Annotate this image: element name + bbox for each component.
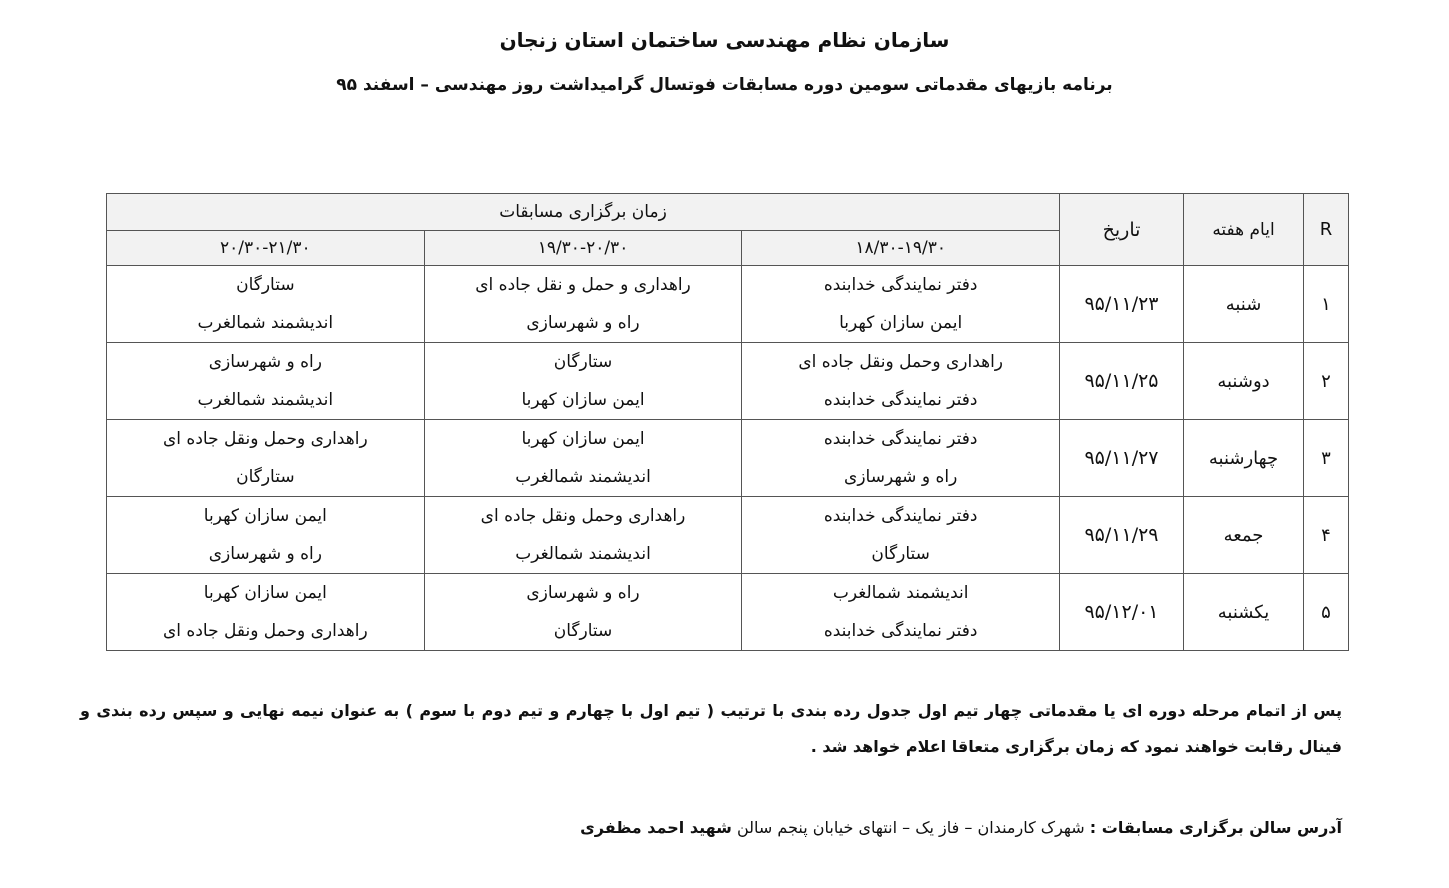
team-name: ستارگان: [553, 621, 613, 641]
match-cell: [742, 574, 1060, 651]
page-subtitle: برنامه بازیهای مقدماتی سومین دوره مسابقات فوتسال گرامیداشت روز مهندسی – اسفند ۹۵: [336, 75, 1113, 95]
match-cell: [107, 420, 425, 497]
team-name: اندیشمند شمالغرب: [197, 390, 334, 410]
team-name: راهداری و حمل و نقل جاده ای: [475, 275, 691, 295]
team-name: اندیشمند شمالغرب: [515, 544, 651, 564]
note-paragraph: پس از اتمام مرحله دوره ای یا مقدماتی چهار تیم اول جدول رده بندی با ترتیب ( تیم اول با چهارم و تیم دوم با سوم ) به عنوان نیمه نهایی و سپس رده بندی و فینال رقابت خواهند نمود که زمان برگزاری متعاقا اعلام خواهد شد .: [80, 701, 1342, 756]
team-name: ایمن سازان کهربا: [203, 506, 327, 526]
team-name: ستارگان: [553, 352, 613, 372]
team-name: اندیشمند شمالغرب: [832, 583, 969, 603]
match-cell: [742, 420, 1060, 497]
team-name: دفتر نمایندگی خدابنده: [823, 275, 978, 295]
match-cell: [424, 343, 742, 420]
row-number: ۲: [1304, 343, 1349, 420]
team-name: اندیشمند شمالغرب: [515, 467, 651, 487]
row-date: ۹۵/۱۲/۰۱: [1060, 574, 1184, 651]
match-cell: [424, 420, 742, 497]
row-day: شنبه: [1184, 266, 1304, 343]
row-day: جمعه: [1184, 497, 1304, 574]
team-name: راهداری وحمل ونقل جاده ای: [162, 621, 368, 641]
match-cell: [107, 574, 425, 651]
team-name: راه و شهرسازی: [844, 467, 958, 487]
column-header-time-group: زمان برگزاری مسابقات: [107, 194, 1060, 231]
team-name: راه و شهرسازی: [526, 313, 640, 333]
page-title: سازمان نظام مهندسی ساختمان استان زنجان: [499, 28, 950, 52]
row-date: ۹۵/۱۱/۲۳: [1060, 266, 1184, 343]
team-name: ایمن سازان کهربا: [203, 583, 327, 603]
match-cell: [107, 266, 425, 343]
row-number: ۳: [1304, 420, 1349, 497]
team-name: راهداری وحمل ونقل جاده ای: [480, 506, 686, 526]
team-name: ستارگان: [236, 467, 295, 487]
team-name: ایمن سازان کهربا: [521, 390, 645, 410]
team-name: ستارگان: [871, 544, 930, 564]
column-header-slot-1: ۱۸/۳۰-۱۹/۳۰: [742, 231, 1060, 266]
match-cell: [742, 343, 1060, 420]
column-header-r: R: [1304, 194, 1349, 266]
team-name: اندیشمند شمالغرب: [197, 313, 334, 333]
team-name: راه و شهرسازی: [208, 544, 322, 564]
row-date: ۹۵/۱۱/۲۹: [1060, 497, 1184, 574]
row-date: ۹۵/۱۱/۲۷: [1060, 420, 1184, 497]
match-cell: [742, 497, 1060, 574]
match-cell: [424, 497, 742, 574]
address-text: شهرک کارمندان – فاز یک – انتهای خیابان پنجم سالن: [737, 818, 1085, 837]
row-day: یکشنبه: [1184, 574, 1304, 651]
team-name: راهداری وحمل ونقل جاده ای: [798, 352, 1004, 372]
row-number: ۱: [1304, 266, 1349, 343]
row-day: دوشنبه: [1184, 343, 1304, 420]
table-row: [107, 420, 1349, 497]
table-row: [107, 343, 1349, 420]
schedule-table: [106, 193, 1349, 651]
table-row: [107, 574, 1349, 651]
team-name: راه و شهرسازی: [208, 352, 322, 372]
match-cell: [107, 343, 425, 420]
row-date: ۹۵/۱۱/۲۵: [1060, 343, 1184, 420]
venue-name: شهید احمد مظفری: [580, 818, 732, 837]
row-number: ۴: [1304, 497, 1349, 574]
match-cell: [107, 497, 425, 574]
team-name: راهداری وحمل ونقل جاده ای: [162, 429, 368, 449]
team-name: دفتر نمایندگی خدابنده: [823, 429, 978, 449]
team-name: ایمن سازان کهربا: [839, 313, 963, 333]
column-header-slot-3: ۲۰/۳۰-۲۱/۳۰: [107, 231, 425, 266]
column-header-day: ایام هفته: [1184, 194, 1304, 266]
table-row: [107, 497, 1349, 574]
match-cell: [424, 266, 742, 343]
team-name: دفتر نمایندگی خدابنده: [823, 390, 978, 410]
team-name: ستارگان: [236, 275, 295, 295]
team-name: دفتر نمایندگی خدابنده: [823, 506, 978, 526]
team-name: راه و شهرسازی: [526, 583, 640, 603]
match-cell: [424, 574, 742, 651]
venue-address: [580, 818, 1342, 837]
team-name: دفتر نمایندگی خدابنده: [823, 621, 978, 641]
match-cell: [742, 266, 1060, 343]
column-header-slot-2: ۱۹/۳۰-۲۰/۳۰: [424, 231, 742, 266]
team-name: ایمن سازان کهربا: [521, 429, 645, 449]
row-number: ۵: [1304, 574, 1349, 651]
column-header-date: تاریخ: [1060, 194, 1184, 266]
row-day: چهارشنبه: [1184, 420, 1304, 497]
table-row: [107, 266, 1349, 343]
address-label: آدرس سالن برگزاری مسابقات :: [1089, 818, 1342, 837]
